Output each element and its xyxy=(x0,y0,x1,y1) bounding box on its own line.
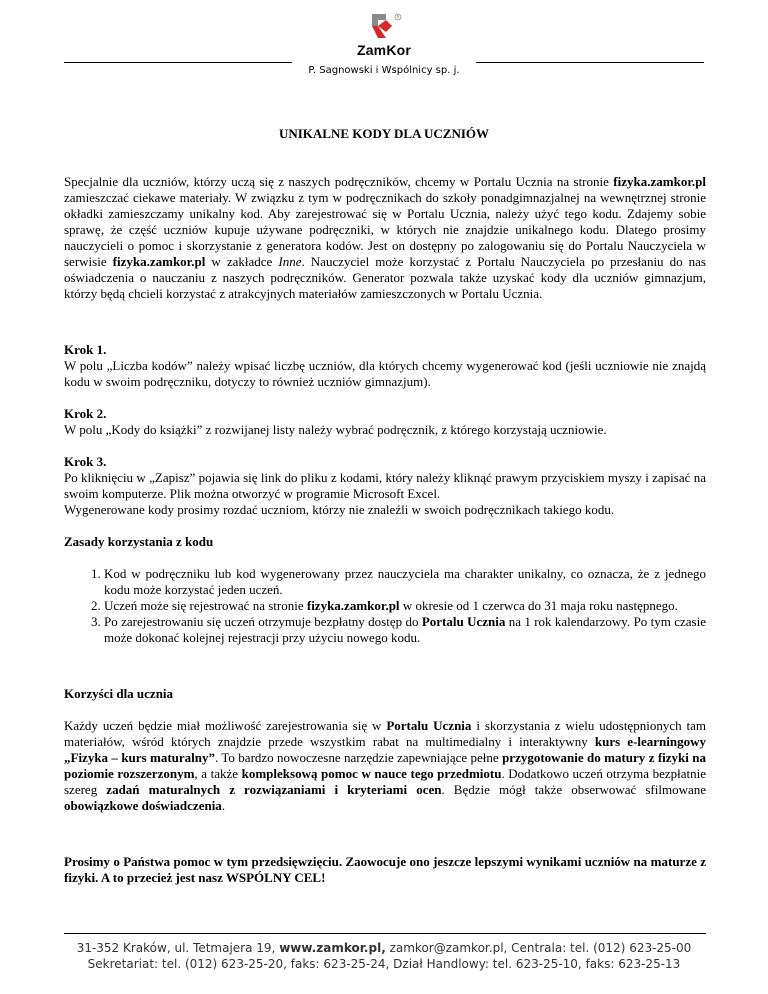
document-body xyxy=(64,174,706,902)
step-heading: Krok 3. xyxy=(64,454,107,469)
company-name: P. Sagnowski i Wspólnicy sp. j. xyxy=(308,65,460,76)
list-item: 1. Kod w podręczniku lub kod wygenerowany przez nauczyciela ma charakter unikalny, co oznacza, że z jednego kodu może korzystać jeden uczeń. xyxy=(104,566,706,598)
rules-heading: Zasady korzystania z kodu xyxy=(64,534,214,549)
document-title: UNIKALNE KODY DLA UCZNIÓW xyxy=(278,126,490,141)
svg-text:R: R xyxy=(396,14,400,20)
rules-list xyxy=(64,566,706,646)
step-1: Krok 1. W polu „Liczba kodów” należy wpisać liczbę uczniów, dla których chcemy wygenerować kod (jeśli uczniowie nie znajdą kodu w swoim podręczniku, dotyczy to również uczniów gimnazjum). xyxy=(64,342,706,389)
step-heading: Krok 2. xyxy=(64,406,107,421)
step-2: Krok 2. W polu „Kody do książki” z rozwijanej listy należy wybrać podręcznik, z którego korzystają uczniowie. xyxy=(64,406,607,437)
list-item: 3. Po zarejestrowaniu się uczeń otrzymuje bezpłatny dostęp do Portalu Ucznia na 1 rok kalendarzowy. Po tym czasie może dokonać kolejnej rejestracji przy użyciu nowego kodu. xyxy=(104,614,706,646)
zamkor-logo-icon xyxy=(362,12,406,40)
benefits-paragraph: Każdy uczeń będzie miał możliwość zarejestrowania się w Portalu Ucznia i skorzystania z wielu udostępnionych tam materiałów, wśród których znajdzie przede wszystkim rabat na multimedialny i interaktywny kurs e-learningowy „Fizyka – kurs maturalny”. To bardzo nowoczesne narzędzie zapewniające pełne przygotowanie do matury z fizyki na poziomie rozszerzonym, a także kompleksową pomoc w nauce tego przedmiotu. Dodatkowo uczeń otrzyma bezpłatnie szereg zadań maturalnych z rozwiązaniami i kryteriami ocen. Będzie mógł także obserwować sfilmowane obowiązkowe doświadczenia. xyxy=(64,718,707,813)
header-rule-right xyxy=(476,62,704,63)
site-link: fizyka.zamkor.pl xyxy=(613,174,706,189)
footer-line-2: Sekretariat: tel. (012) 623-25-20, faks: 623-25-24, Dział Handlowy: tel. 623-25-10, faks: 623-25-13 xyxy=(87,957,681,971)
site-link: fizyka.zamkor.pl xyxy=(112,254,206,269)
closing-paragraph: Prosimy o Państwa pomoc w tym przedsięwzięciu. Zaowocuje ono jeszcze lepszymi wynikami uczniów na maturze z fizyki. A to przecież jest nasz WSPÓLNY CEL! xyxy=(64,854,706,885)
step-3: Krok 3. Po kliknięciu w „Zapisz” pojawia się link do pliku z kodami, który należy kliknąć prawym przyciskiem myszy i zapisać na swoim komputerze. Plik można otworzyć w programie Microsoft Excel. Wygenerowane kody prosimy rozdać uczniom, którzy nie znaleźli w swoich podręcznikach takiego kodu. xyxy=(64,454,706,517)
step-heading: Krok 1. xyxy=(64,342,107,357)
footer-rule xyxy=(64,933,706,934)
list-item: 2. Uczeń może się rejestrować na stronie fizyka.zamkor.pl w okresie od 1 czerwca do 31 maja roku następnego. xyxy=(104,598,706,614)
benefits-heading: Korzyści dla ucznia xyxy=(64,686,174,701)
intro-paragraph: Specjalnie dla uczniów, którzy uczą się z naszych podręczników, chcemy w Portalu Ucznia na stronie fizyka.zamkor.pl zamieszczać ciekawe materiały. W związku z tym w podręcznikach do szkoły ponadgimnazjalnej na wewnętrznej stronie okładki zamieszczamy unikalny kod. Aby zarejestrować się w Portalu Ucznia, należy użyć tego kodu. Zdajemy sobie sprawę, że część uczniów kupuje używane podręczniki, w których nie znajdzie unikalnego kodu. Dlatego prosimy nauczycieli o pomoc i skorzystanie z generatora kodów. Jest on dostępny po zalogowaniu się do Portalu Nauczyciela w serwisie fizyka.zamkor.pl w zakładce Inne. Nauczyciel może korzystać z Portalu Nauczyciela po przesłaniu do nas oświadczenia o nauczaniu z naszych podręczników. Generator pozwala także uzyskać kody dla uczniów gimnazjum, którzy będą chcieli korzystać z atrakcyjnych materiałów zamieszczonych w Portalu Ucznia. xyxy=(64,174,706,301)
footer xyxy=(0,940,768,972)
footer-line-1: 31-352 Kraków, ul. Tetmajera 19, www.zamkor.pl, zamkor@zamkor.pl, Centrala: tel. (012) 623-25-00 xyxy=(76,941,692,955)
brand-name: ZamKor xyxy=(356,42,412,58)
header-rule-left xyxy=(64,62,292,63)
